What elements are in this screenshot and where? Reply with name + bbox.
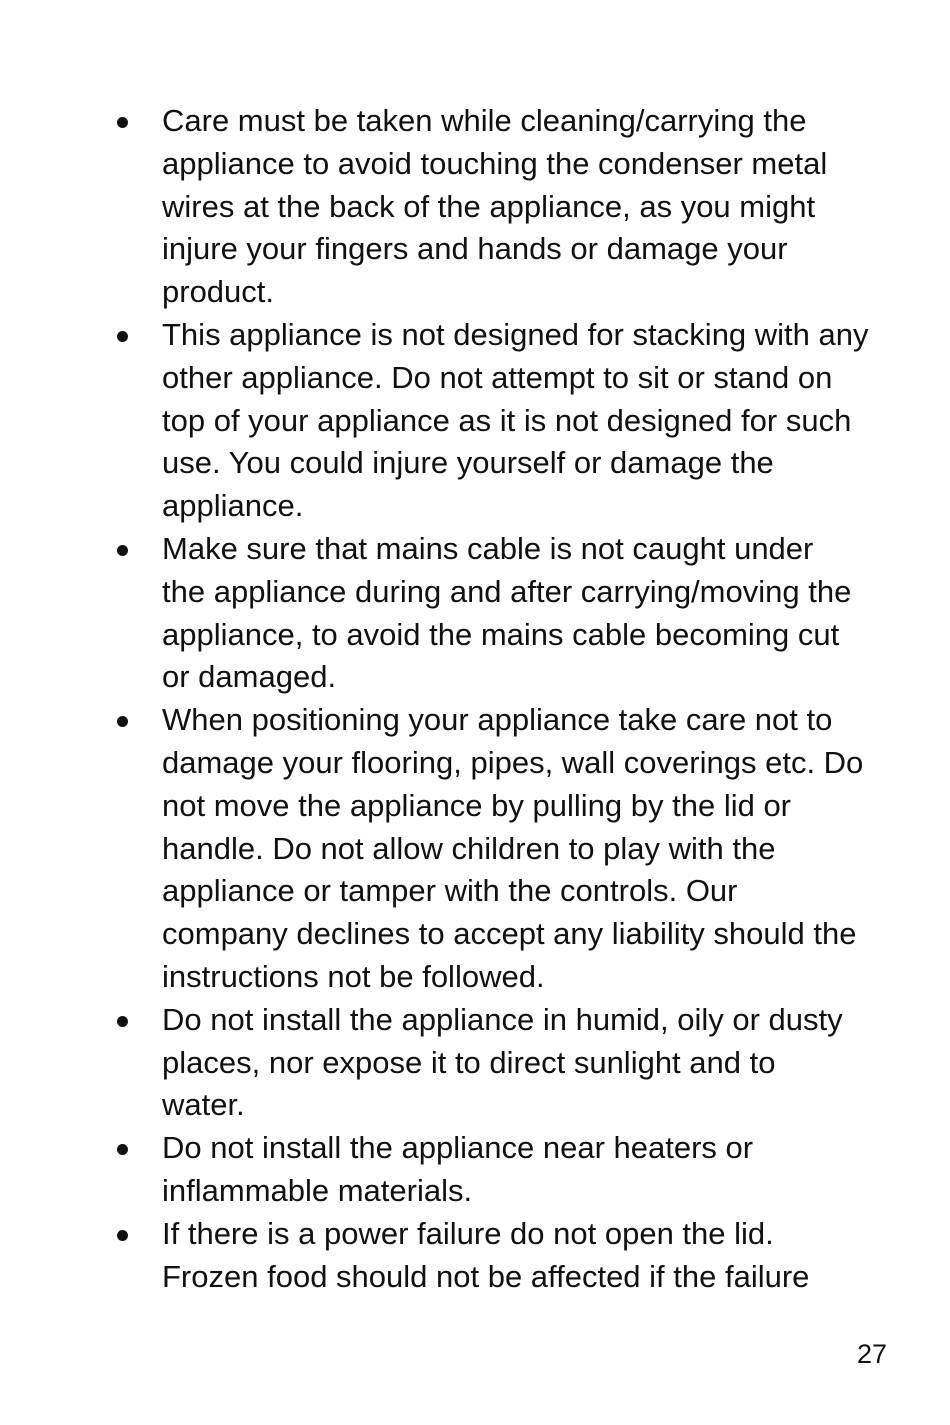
- bullet-icon: [117, 716, 128, 727]
- list-item: [112, 1127, 902, 1213]
- list-item: [112, 314, 902, 528]
- list-item: [112, 999, 902, 1127]
- safety-instructions-list: [112, 100, 902, 1298]
- bullet-icon: [117, 1144, 128, 1155]
- list-item: [112, 100, 902, 314]
- bullet-icon: [117, 545, 128, 556]
- list-item: [112, 1213, 902, 1299]
- bullet-icon: [117, 117, 128, 128]
- list-item-text: Do not install the appliance in humid, oily or dusty places, nor expose it to direct sunlight and to water.: [162, 1001, 843, 1123]
- bullet-icon: [117, 1016, 128, 1027]
- list-item-text: Do not install the appliance near heaters or inflammable materials.: [162, 1130, 754, 1208]
- list-item-text: This appliance is not designed for stacking with any other appliance. Do not attempt to sit or stand on top of your appliance as it is not designed for such use. You could injure yourself or damage the appliance.: [162, 316, 869, 524]
- bullet-icon: [117, 331, 128, 342]
- list-item: [112, 699, 902, 999]
- bullet-icon: [117, 1230, 128, 1241]
- list-item-text: If there is a power failure do not open the lid. Frozen food should not be affected if the failure: [162, 1215, 810, 1294]
- list-item: [112, 528, 902, 699]
- list-item-text: When positioning your appliance take care not to damage your flooring, pipes, wall coverings etc. Do not move the appliance by pulling by the lid or handle. Do not allow children to play with the appliance or tamper with the controls. Our company declines to accept any liability should the instructions not be followed.: [162, 702, 864, 994]
- list-item-text: Care must be taken while cleaning/carrying the appliance to avoid touching the condenser metal wires at the back of the appliance, as you might injure your fingers and hands or damage your product.: [162, 103, 828, 310]
- page-number: 27: [856, 1339, 887, 1369]
- list-item-text: Make sure that mains cable is not caught under the appliance during and after carrying/moving the appliance, to avoid the mains cable becoming cut or damaged.: [162, 530, 852, 695]
